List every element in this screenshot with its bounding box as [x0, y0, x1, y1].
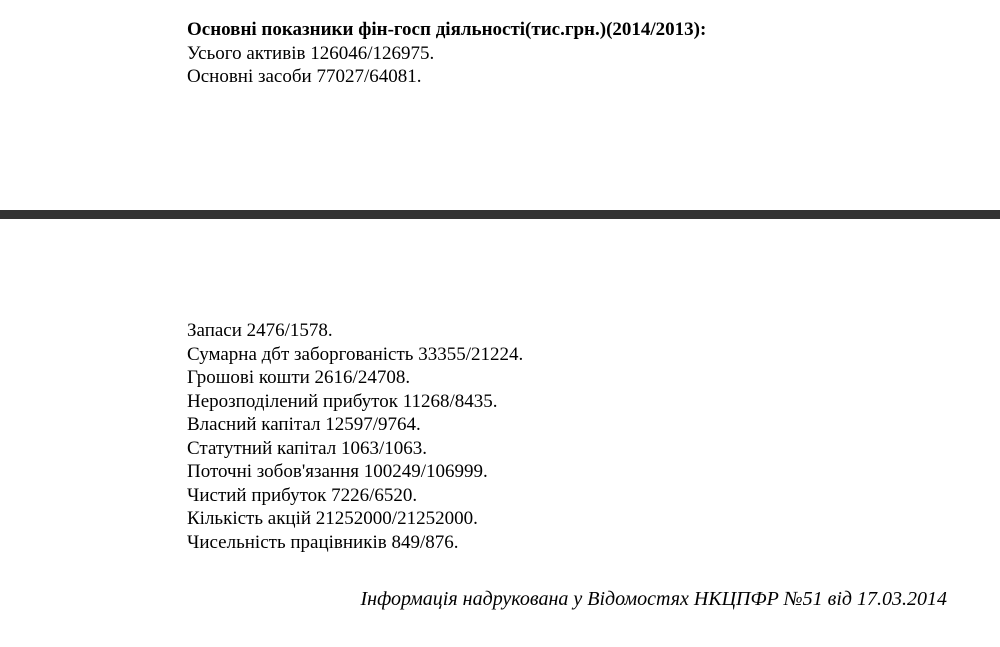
indicator-cash: Грошові кошти 2616/24708. [187, 367, 411, 388]
indicator-fixed-assets: Основні засоби 77027/64081. [187, 66, 422, 87]
indicator-equity: Власний капітал 12597/9764. [187, 414, 421, 435]
indicator-inventory: Запаси 2476/1578. [187, 320, 333, 341]
indicator-receivables: Сумарна дбт заборгованість 33355/21224. [187, 343, 524, 365]
indicator-authorized-capital: Статутний капітал 1063/1063. [187, 437, 427, 459]
indicator-total-assets: Усього активів 126046/126975. [187, 42, 435, 64]
indicator-current-liabilities: Поточні зобов'язання 100249/106999. [187, 461, 488, 482]
indicator-shares-count: Кількість акцій 21252000/21252000. [187, 508, 478, 529]
indicator-retained-earnings: Нерозподілений прибуток 11268/8435. [187, 390, 498, 412]
indicator-employees: Чисельність працівників 849/876. [187, 531, 459, 553]
bottom-indicators-block [187, 319, 523, 554]
top-indicators-block [187, 18, 706, 89]
indicator-net-profit: Чистий прибуток 7226/6520. [187, 484, 418, 506]
publication-note: Інформація надрукована у Відомостях НКЦПФР №51 від 17.03.2014 [360, 588, 947, 610]
section-divider [0, 210, 1000, 219]
indicators-heading: Основні показники фін-госп діяльності(тис.грн.)(2014/2013): [187, 19, 707, 40]
